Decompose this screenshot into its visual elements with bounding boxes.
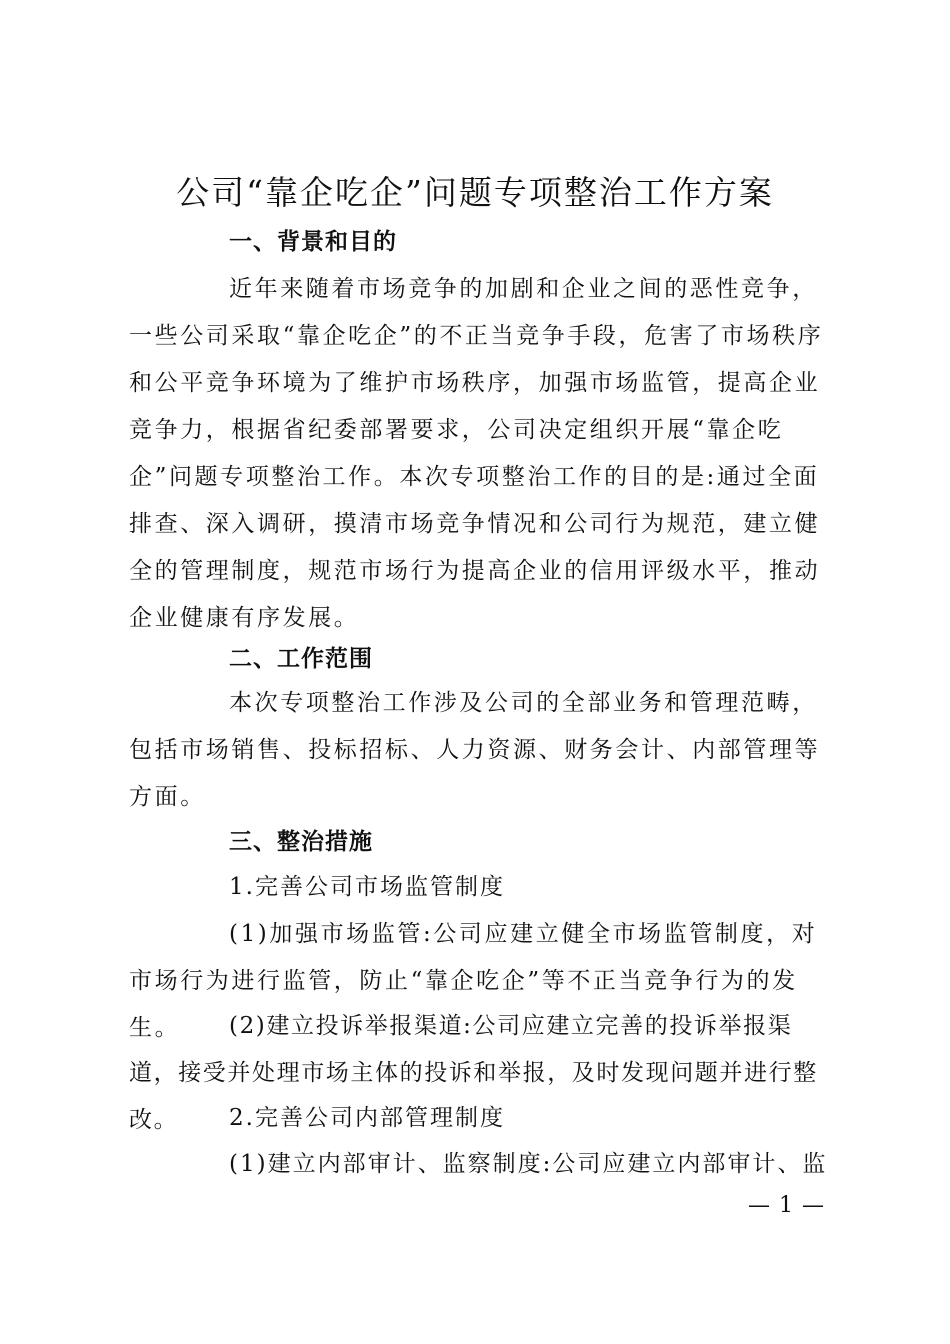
section-heading-background: 一、背景和目的 — [229, 229, 397, 255]
measure-item-1-1: (1)加强市场监管:公司应建立健全市场监管制度，对市场行为进行监管，防止“靠企吃企”等不正当竞争行为的发生。 — [129, 921, 818, 1041]
measure-item-2: 2.完善公司内部管理制度 — [229, 1105, 505, 1131]
page-number: — 1 — — [748, 1193, 825, 1218]
section-paragraph-background: 近年来随着市场竞争的加剧和企业之间的恶性竞争，一些公司采取“靠企吃企”的不正当竞争手段，危害了市场秩序和公平竞争环境为了维护市场秩序，加强市场监管，提高企业竞争力，根据省纪委部署要求，公司决定组织开展“靠企吃企”问题专项整治工作。本次专项整治工作的目的是:通过全面排查、深入调研，摸清市场竞争情况和公司行为规范，建立健全的管理制度，规范市场行为提高企业的信用评级水平，推动企业健康有序发展。 — [129, 276, 824, 631]
section-heading-scope: 二、工作范围 — [229, 646, 373, 672]
document-title: 公司“靠企吃企”问题专项整治工作方案 — [176, 173, 774, 212]
measure-item-1: 1.完善公司市场监管制度 — [229, 874, 505, 900]
measure-item-2-1: (1)建立内部审计、监察制度:公司应建立内部审计、监 — [229, 1151, 828, 1177]
measure-item-1-2: (2)建立投诉举报渠道:公司应建立完善的投诉举报渠道，接受并处理市场主体的投诉和举报，及时发现问题并进行整改。 — [129, 1013, 818, 1133]
section-paragraph-scope: 本次专项整治工作涉及公司的全部业务和管理范畴，包括市场销售、投标招标、人力资源、财务会计、内部管理等方面。 — [129, 690, 821, 810]
section-heading-measures: 三、整治措施 — [229, 829, 373, 855]
